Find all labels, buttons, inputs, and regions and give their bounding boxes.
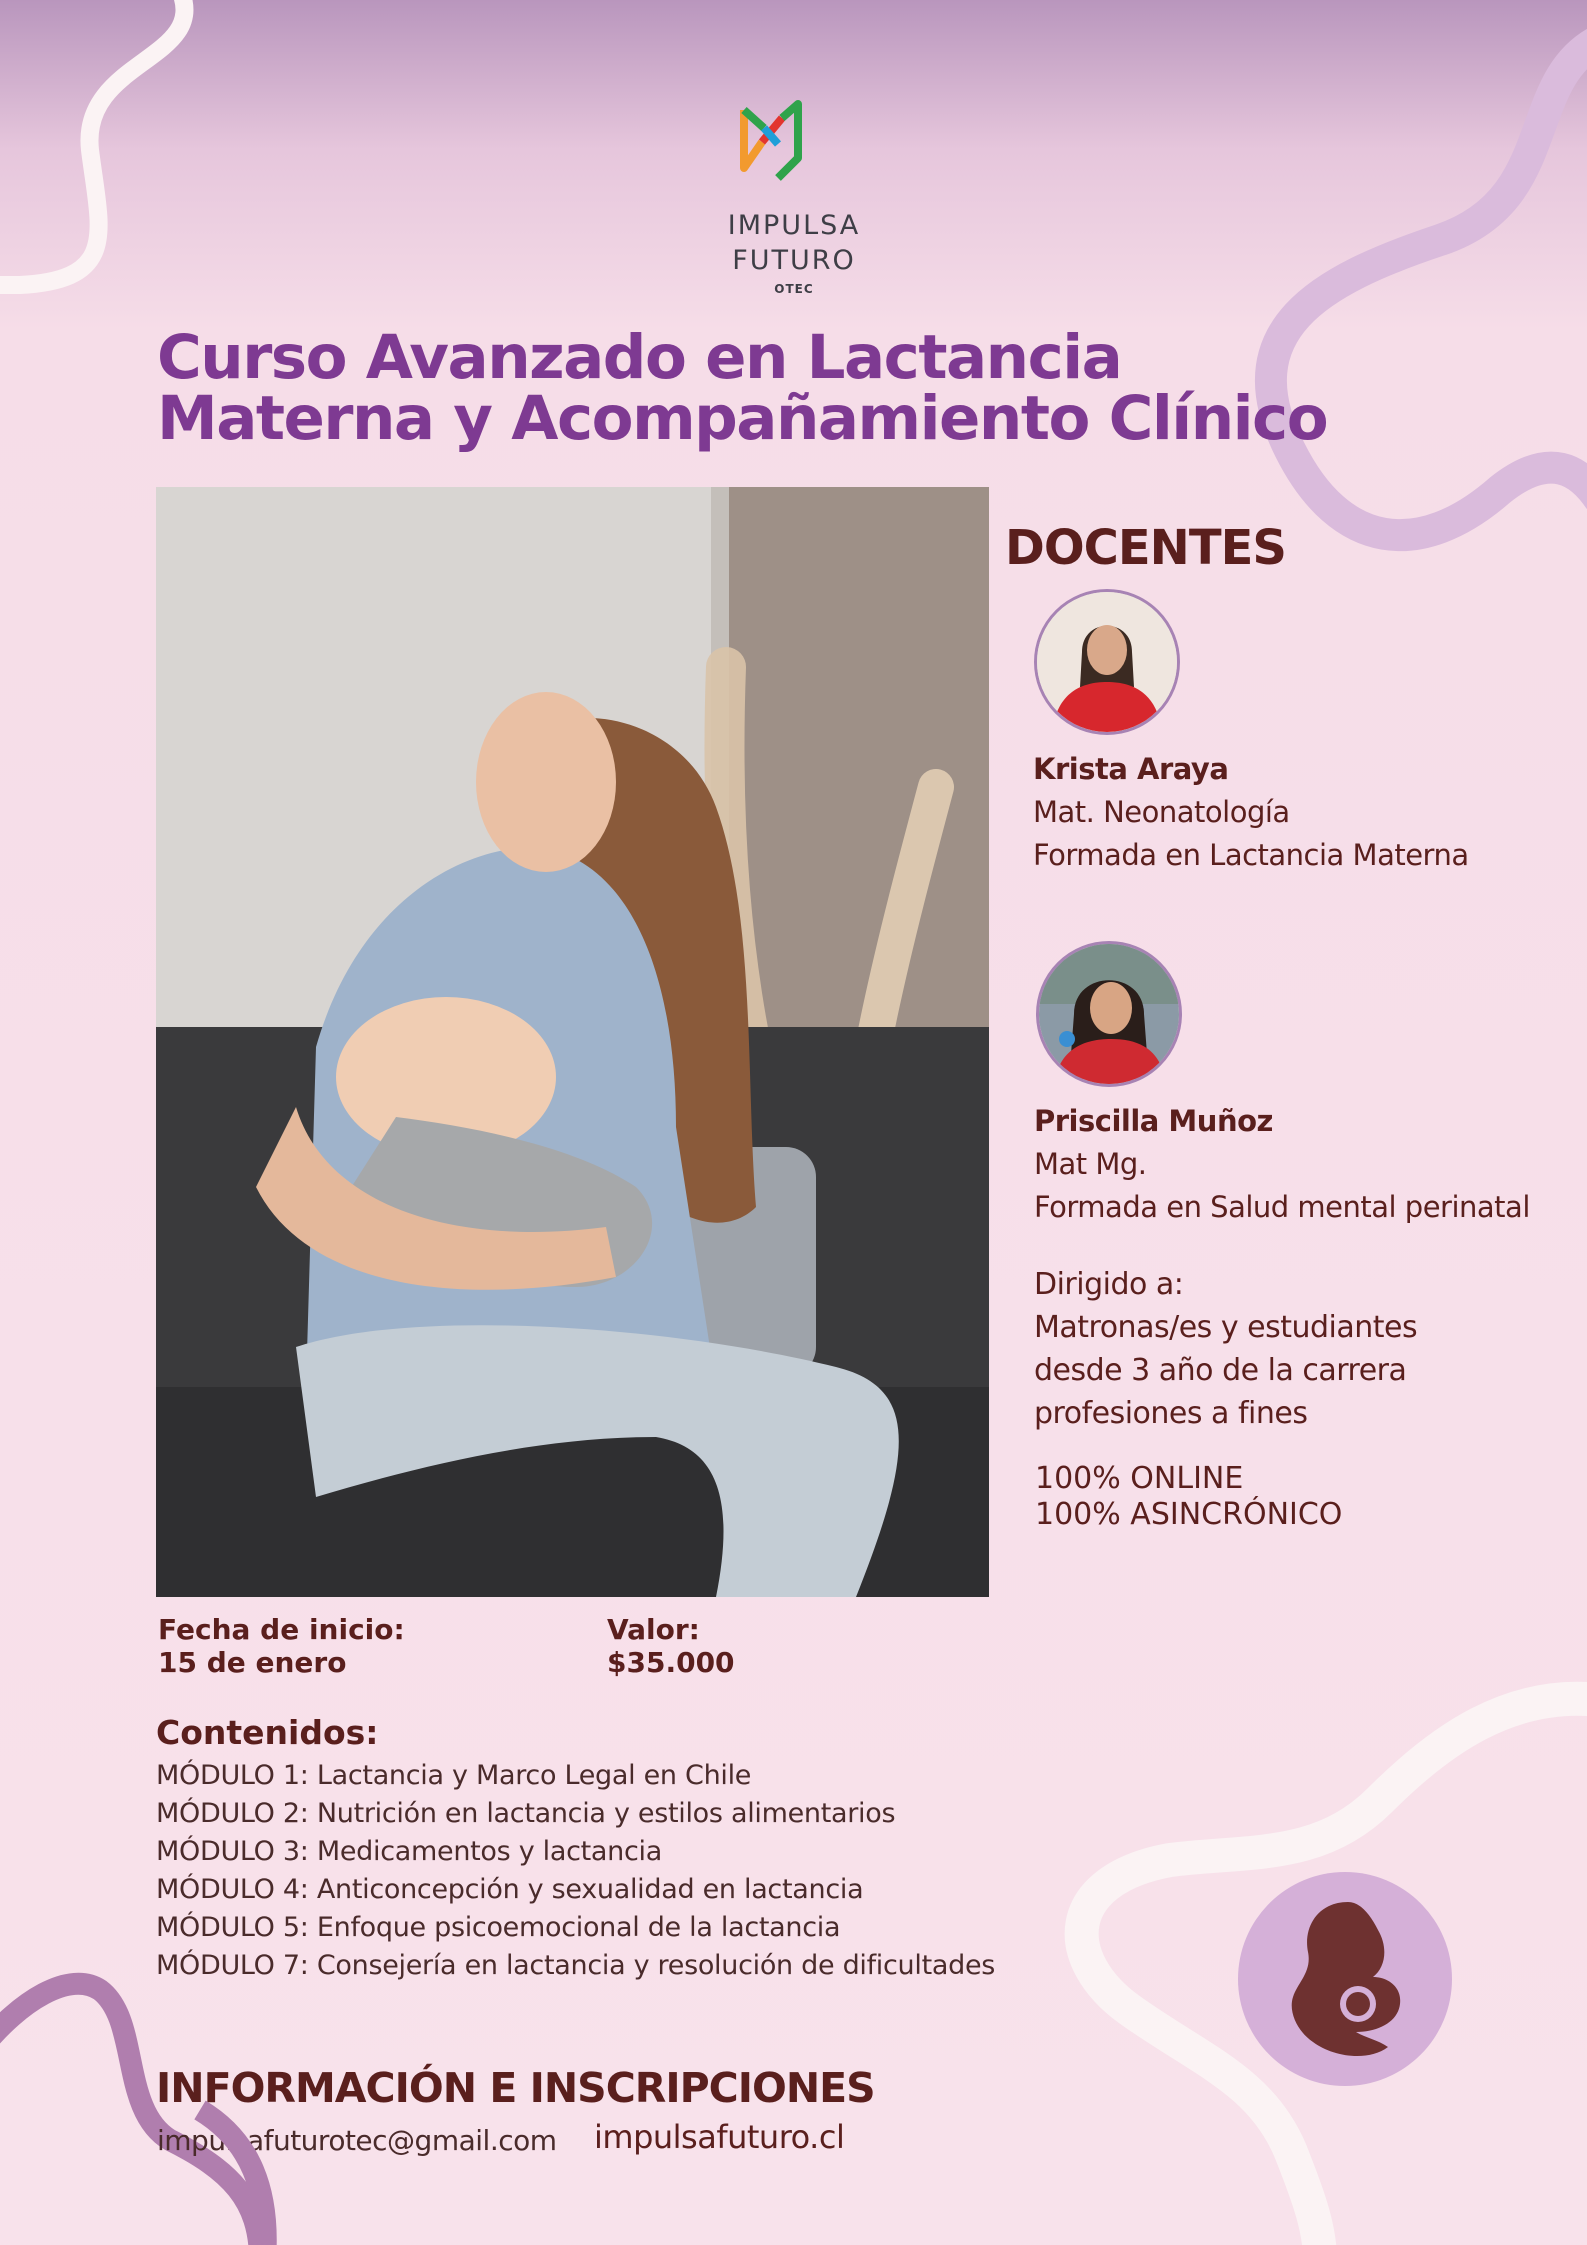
mother-baby-badge [1238,1872,1452,2086]
impulsa-futuro-logo-icon [738,98,806,188]
course-title-line2: Materna y Acompañamiento Clínico [157,383,1328,454]
audience-line: profesiones a fines [1034,1396,1308,1431]
modality-online: 100% ONLINE [1035,1461,1244,1496]
teacher-avatar-krista [1034,589,1180,735]
contact-email[interactable]: impulsafuturotec@gmail.com [157,2124,557,2157]
teacher-title: Mat Mg. [1034,1147,1147,1181]
logo-wordmark-line1: IMPULSA [727,210,861,241]
teacher-training: Formada en Salud mental perinatal [1034,1190,1530,1224]
audience-heading: Dirigido a: [1034,1267,1184,1302]
price [607,1613,735,1679]
price-value: $35.000 [607,1646,735,1679]
course-title [157,322,1487,454]
hero-photo [156,487,989,1597]
module-item: MÓDULO 4: Anticoncepción y sexualidad en lactancia [156,1874,864,1905]
modality-async: 100% ASINCRÓNICO [1035,1497,1343,1532]
contact-website[interactable]: impulsafuturo.cl [594,2118,845,2156]
teacher-training: Formada en Lactancia Materna [1033,838,1469,872]
audience-line: desde 3 año de la carrera [1034,1353,1407,1388]
teacher-name: Priscilla Muñoz [1034,1104,1273,1138]
module-item: MÓDULO 2: Nutrición en lactancia y estilos alimentarios [156,1798,896,1829]
start-date-label: Fecha de inicio: [158,1613,405,1646]
logo-wordmark-line2: FUTURO [732,245,856,276]
start-date-value: 15 de enero [158,1646,347,1679]
teacher-title: Mat. Neonatología [1033,795,1290,829]
course-title-line1: Curso Avanzado en Lactancia [157,322,1122,393]
price-label: Valor: [607,1613,700,1646]
info-heading: INFORMACIÓN E INSCRIPCIONES [156,2064,875,2112]
contents-heading: Contenidos: [156,1713,379,1752]
module-item: MÓDULO 5: Enfoque psicoemocional de la lactancia [156,1912,841,1943]
docentes-heading: DOCENTES [1005,520,1286,576]
start-date [158,1613,405,1679]
module-item: MÓDULO 7: Consejería en lactancia y resolución de dificultades [156,1950,996,1981]
module-item: MÓDULO 1: Lactancia y Marco Legal en Chile [156,1760,752,1791]
mother-baby-icon [1238,1872,1452,2086]
audience-line: Matronas/es y estudiantes [1034,1310,1418,1345]
teacher-avatar-priscilla [1036,941,1182,1087]
logo-wordmark-line3: OTEC [774,282,814,296]
module-item: MÓDULO 3: Medicamentos y lactancia [156,1836,662,1867]
teacher-name: Krista Araya [1033,752,1229,786]
